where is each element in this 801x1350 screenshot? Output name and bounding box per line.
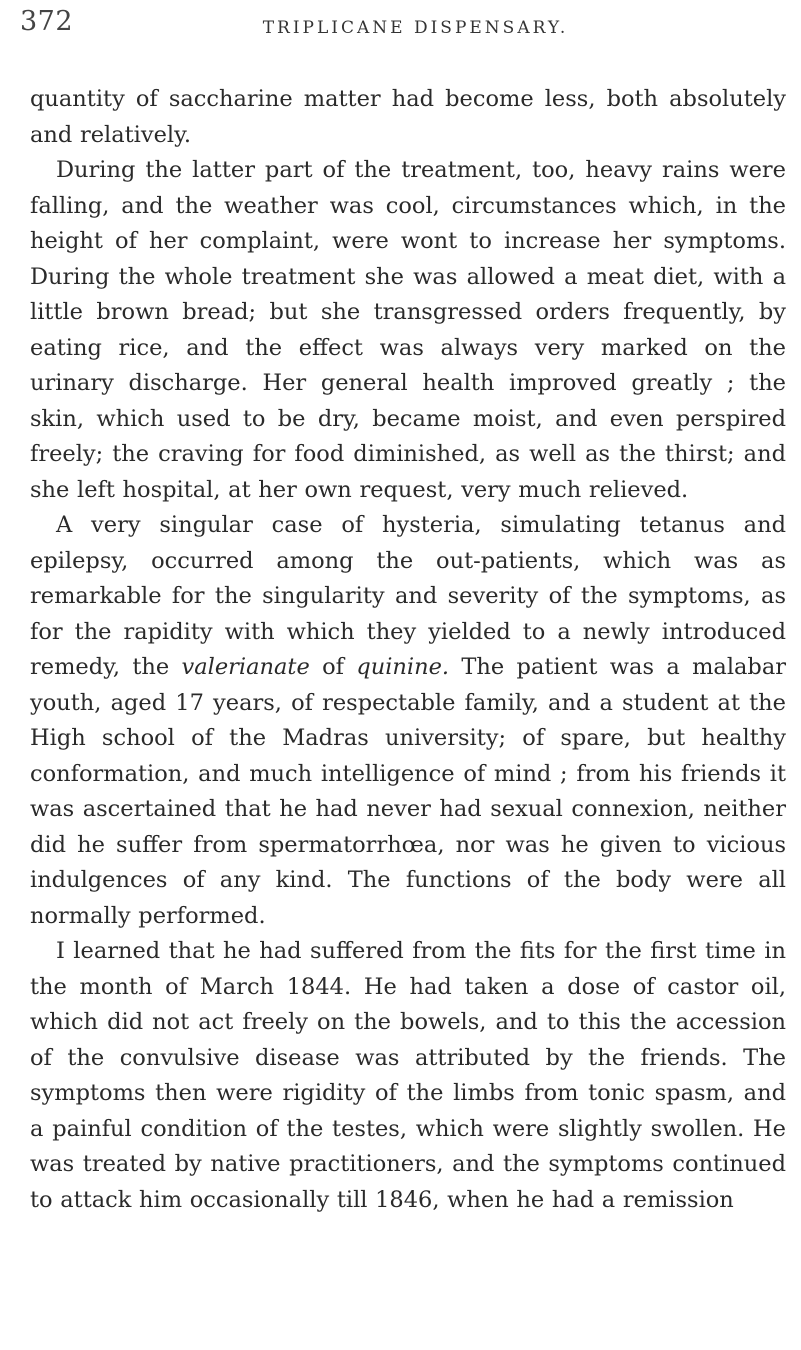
italic-quinine: quinine. (356, 654, 450, 680)
paragraph-3-text-middle: of (309, 654, 357, 680)
paragraph-3-text-after: The patient was a malabar youth, aged 17 years, of respectable family, and a student at the High school of the Madras university; of spare, but healthy conformation, and much intelligence of mind ; from his friends it was ascertained that he had never had sexual connexion, neither did he suffer from spermatorrhœa, nor was he given to vicious indulgences of any kind. The functions of the body were all normally performed. (30, 654, 787, 929)
paragraph-2: During the latter part of the treatment, too, heavy rains were falling, and the weather was cool, circumstances which, in the height of her complaint, were wont to increase her symptoms. During the whole treatment she was allowed a meat diet, with a little brown bread; but she transgressed orders frequently, by eating rice, and the effect was always very marked on the urinary discharge. Her general health improved greatly ; the skin, which used to be dry, became moist, and even perspired freely; the craving for food diminished, as well as the thirst; and she left hospital, at her own request, very much relieved. (30, 157, 786, 503)
paragraph-1: quantity of saccharine matter had become less, both absolutely and relatively. (30, 86, 786, 148)
paragraph-3 (30, 508, 786, 934)
paragraph-4: I learned that he had suffered from the fits for the first time in the month of March 1844. He had taken a dose of castor oil, which did not act freely on the bowels, and to this the accession of the convulsive disease was attributed by the friends. The symptoms then were rigidity of the limbs from tonic spasm, and a painful condition of the testes, which were slightly swollen. He was treated by native practitioners, and the symptoms continued to attack him occasionally till 1846, when he had a remission (30, 938, 786, 1213)
paragraph-3-text-before: A very singular case of hysteria, simulating tetanus and epilepsy, occurred among the out-patients, which was as remarkable for the singularity and severity of the symptoms, as for the rapidity with which they yielded to a newly introduced remedy, the (30, 512, 786, 680)
running-head: TRIPLICANE DISPENSARY. (262, 18, 569, 38)
page-number: 372 (20, 6, 74, 37)
italic-valerianate: valerianate (181, 654, 310, 680)
body-text (30, 82, 786, 1218)
